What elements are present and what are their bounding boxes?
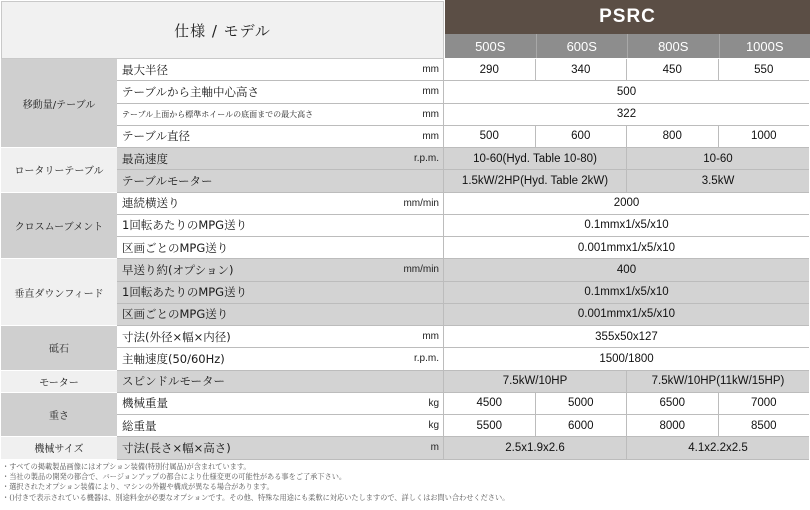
spec-label-cell <box>117 282 444 303</box>
spec-value: 6000 <box>536 415 628 436</box>
spec-unit: mm <box>422 108 439 120</box>
group-label: 機械サイズ <box>1 437 117 459</box>
spec-values <box>444 415 809 436</box>
spec-label: 1回転あたりのMPG送り <box>122 285 248 300</box>
spec-values <box>444 59 809 80</box>
spec-value: 355x50x127 <box>595 330 658 343</box>
spec-label: 区画ごとのMPG送り <box>122 307 229 322</box>
spec-row <box>117 326 809 348</box>
spec-value: 7.5kW/10HP <box>444 371 627 392</box>
spec-value: 4500 <box>444 393 536 414</box>
spec-values <box>444 259 809 280</box>
group-label: クロスムーブメント <box>1 193 117 260</box>
spec-row <box>117 415 809 437</box>
spec-label: 寸法(長さ×幅×高さ) <box>122 440 231 455</box>
brand-name: PSRC <box>599 6 656 27</box>
spec-unit: mm <box>422 86 439 98</box>
spec-value: 450 <box>627 59 719 80</box>
spec-row <box>117 215 809 237</box>
spec-row <box>117 393 809 415</box>
spec-values <box>444 126 809 147</box>
spec-unit: r.p.m. <box>413 153 439 165</box>
spec-values <box>444 81 809 102</box>
spec-model-title: 仕様 / モデル <box>174 21 271 40</box>
spec-value: 8500 <box>750 419 777 432</box>
spec-values <box>444 393 809 414</box>
spec-label: 連続横送り <box>122 196 180 211</box>
spec-value: 400 <box>616 263 637 276</box>
footnote: ・当社の製品の開発の都合で、バージョンアップの都合により仕様変更の可能性がある事をご了承下さい。 <box>2 472 347 482</box>
spec-values <box>444 371 809 392</box>
spec-value: 340 <box>536 59 628 80</box>
model-500s: 500S <box>445 34 537 58</box>
spec-row <box>117 371 809 393</box>
spec-value: 1000 <box>750 130 777 143</box>
spec-label-cell <box>117 148 444 169</box>
spec-label: テーブル直径 <box>122 129 190 144</box>
spec-value: 0.1mmx1/x5/x10 <box>584 219 669 232</box>
spec-values <box>444 282 809 303</box>
spec-label-cell <box>117 193 444 214</box>
footnotes <box>2 462 808 503</box>
spec-values <box>444 237 809 258</box>
spec-label-cell <box>117 326 444 347</box>
spec-row <box>117 59 809 81</box>
group-label: ロータリーテーブル <box>1 148 117 193</box>
spec-values <box>444 104 809 125</box>
footnote: ・選択されたオプション装備により、マシンの外観や構成が異なる場合があります。 <box>2 482 274 492</box>
spec-value: 2.5x1.9x2.6 <box>444 437 627 458</box>
spec-value: 0.001mmx1/x5/x10 <box>577 308 676 321</box>
spec-label-cell <box>117 81 444 102</box>
spec-value: 2000 <box>613 197 640 210</box>
spec-unit: mm <box>422 130 439 142</box>
spec-value: 600 <box>536 126 628 147</box>
spec-label: 最大半径 <box>122 62 168 77</box>
spec-row <box>117 81 809 103</box>
spec-label: スピンドルモーター <box>122 374 226 389</box>
spec-unit: kg <box>428 420 439 432</box>
spec-value: 5500 <box>444 415 536 436</box>
footnote: ・()付きで表示されている機器は、別途料金が必要なオプションです。その他、特殊な用途にも柔軟に対応いたしますので、詳しくはお問い合わせください。 <box>2 492 510 502</box>
spec-value: 7.5kW/10HP(11kW/15HP) <box>651 375 785 388</box>
spec-label-cell <box>117 126 444 147</box>
model-800s: 800S <box>628 34 720 58</box>
spec-value: 800 <box>627 126 719 147</box>
spec-label-cell <box>117 259 444 280</box>
spec-value: 290 <box>444 59 536 80</box>
spec-value: 5000 <box>536 393 628 414</box>
spec-label-cell <box>117 371 444 392</box>
spec-values <box>444 193 809 214</box>
spec-row <box>117 104 809 126</box>
spec-label-cell <box>117 59 444 80</box>
spec-label: 寸法(外径×幅×内径) <box>122 329 231 344</box>
spec-unit: m <box>430 442 439 454</box>
spec-unit: mm/min <box>403 197 439 209</box>
spec-row <box>117 348 809 370</box>
spec-row <box>117 282 809 304</box>
group-label: 重さ <box>1 393 117 438</box>
spec-value: 7000 <box>750 397 777 410</box>
spec-value: 0.001mmx1/x5/x10 <box>577 241 676 254</box>
spec-label-cell <box>117 304 444 325</box>
spec-label-cell <box>117 348 444 369</box>
group-label: 垂直ダウンフィード <box>1 259 117 326</box>
spec-label-cell <box>117 237 444 258</box>
spec-label-cell <box>117 393 444 414</box>
spec-row <box>117 304 809 326</box>
spec-label: 1回転あたりのMPG送り <box>122 218 248 233</box>
footnote: ・すべての掲載製品画像にはオプション装備(特別付属品)が含まれています。 <box>2 462 251 471</box>
spec-value: 6500 <box>627 393 719 414</box>
spec-values <box>444 326 809 347</box>
spec-value: 4.1x2.2x2.5 <box>688 441 748 454</box>
spec-label: 区画ごとのMPG送り <box>122 240 229 255</box>
spec-values <box>444 304 809 325</box>
group-label: 砥石 <box>1 326 117 371</box>
spec-values <box>444 437 809 458</box>
spec-values <box>444 170 809 191</box>
spec-label-cell <box>117 437 444 458</box>
spec-value: 3.5kW <box>701 174 735 187</box>
spec-unit: kg <box>428 397 439 409</box>
model-1000s: 1000S <box>720 34 810 58</box>
spec-values <box>444 215 809 236</box>
spec-row <box>117 437 809 459</box>
spec-value: 500 <box>616 85 637 98</box>
spec-unit: mm/min <box>403 264 439 276</box>
group-label: モーター <box>1 371 117 393</box>
spec-row <box>117 237 809 259</box>
spec-value: 550 <box>754 63 774 76</box>
spec-unit: mm <box>422 331 439 343</box>
spec-label: テーブルから主軸中心高さ <box>122 84 259 99</box>
spec-row <box>117 148 809 170</box>
spec-label: 早送り約(オプション) <box>122 262 234 277</box>
spec-value: 1.5kW/2HP(Hyd. Table 2kW) <box>444 170 627 191</box>
model-600s: 600S <box>537 34 629 58</box>
spec-value: 10-60(Hyd. Table 10-80) <box>444 148 627 169</box>
spec-label-cell <box>117 170 444 191</box>
spec-label-cell <box>117 104 444 125</box>
spec-row <box>117 193 809 215</box>
spec-unit: mm <box>422 64 439 76</box>
spec-model-header <box>1 1 444 59</box>
spec-label: 主軸速度(50/60Hz) <box>122 351 225 366</box>
spec-label: 総重量 <box>122 418 157 433</box>
spec-value: 1500/1800 <box>599 352 654 365</box>
spec-value: 10-60 <box>703 152 733 165</box>
spec-value: 8000 <box>627 415 719 436</box>
spec-rows <box>0 59 810 460</box>
spec-values <box>444 348 809 369</box>
spec-label: テーブルモーター <box>122 173 213 188</box>
spec-row <box>117 170 809 192</box>
spec-value: 322 <box>616 108 637 121</box>
spec-label-cell <box>117 215 444 236</box>
spec-row <box>117 126 809 148</box>
spec-value: 500 <box>444 126 536 147</box>
spec-unit: r.p.m. <box>413 353 439 365</box>
spec-label: 機械重量 <box>122 396 168 411</box>
spec-label: 最高速度 <box>122 151 168 166</box>
model-header-row <box>445 34 810 58</box>
spec-values <box>444 148 809 169</box>
spec-value: 0.1mmx1/x5/x10 <box>584 286 669 299</box>
spec-label-cell <box>117 415 444 436</box>
group-label: 移動量/テーブル <box>1 59 117 148</box>
spec-label: テーブル上面から標準ホイールの底面までの最大高さ <box>122 109 314 119</box>
spec-row <box>117 259 809 281</box>
brand-header <box>445 0 810 34</box>
